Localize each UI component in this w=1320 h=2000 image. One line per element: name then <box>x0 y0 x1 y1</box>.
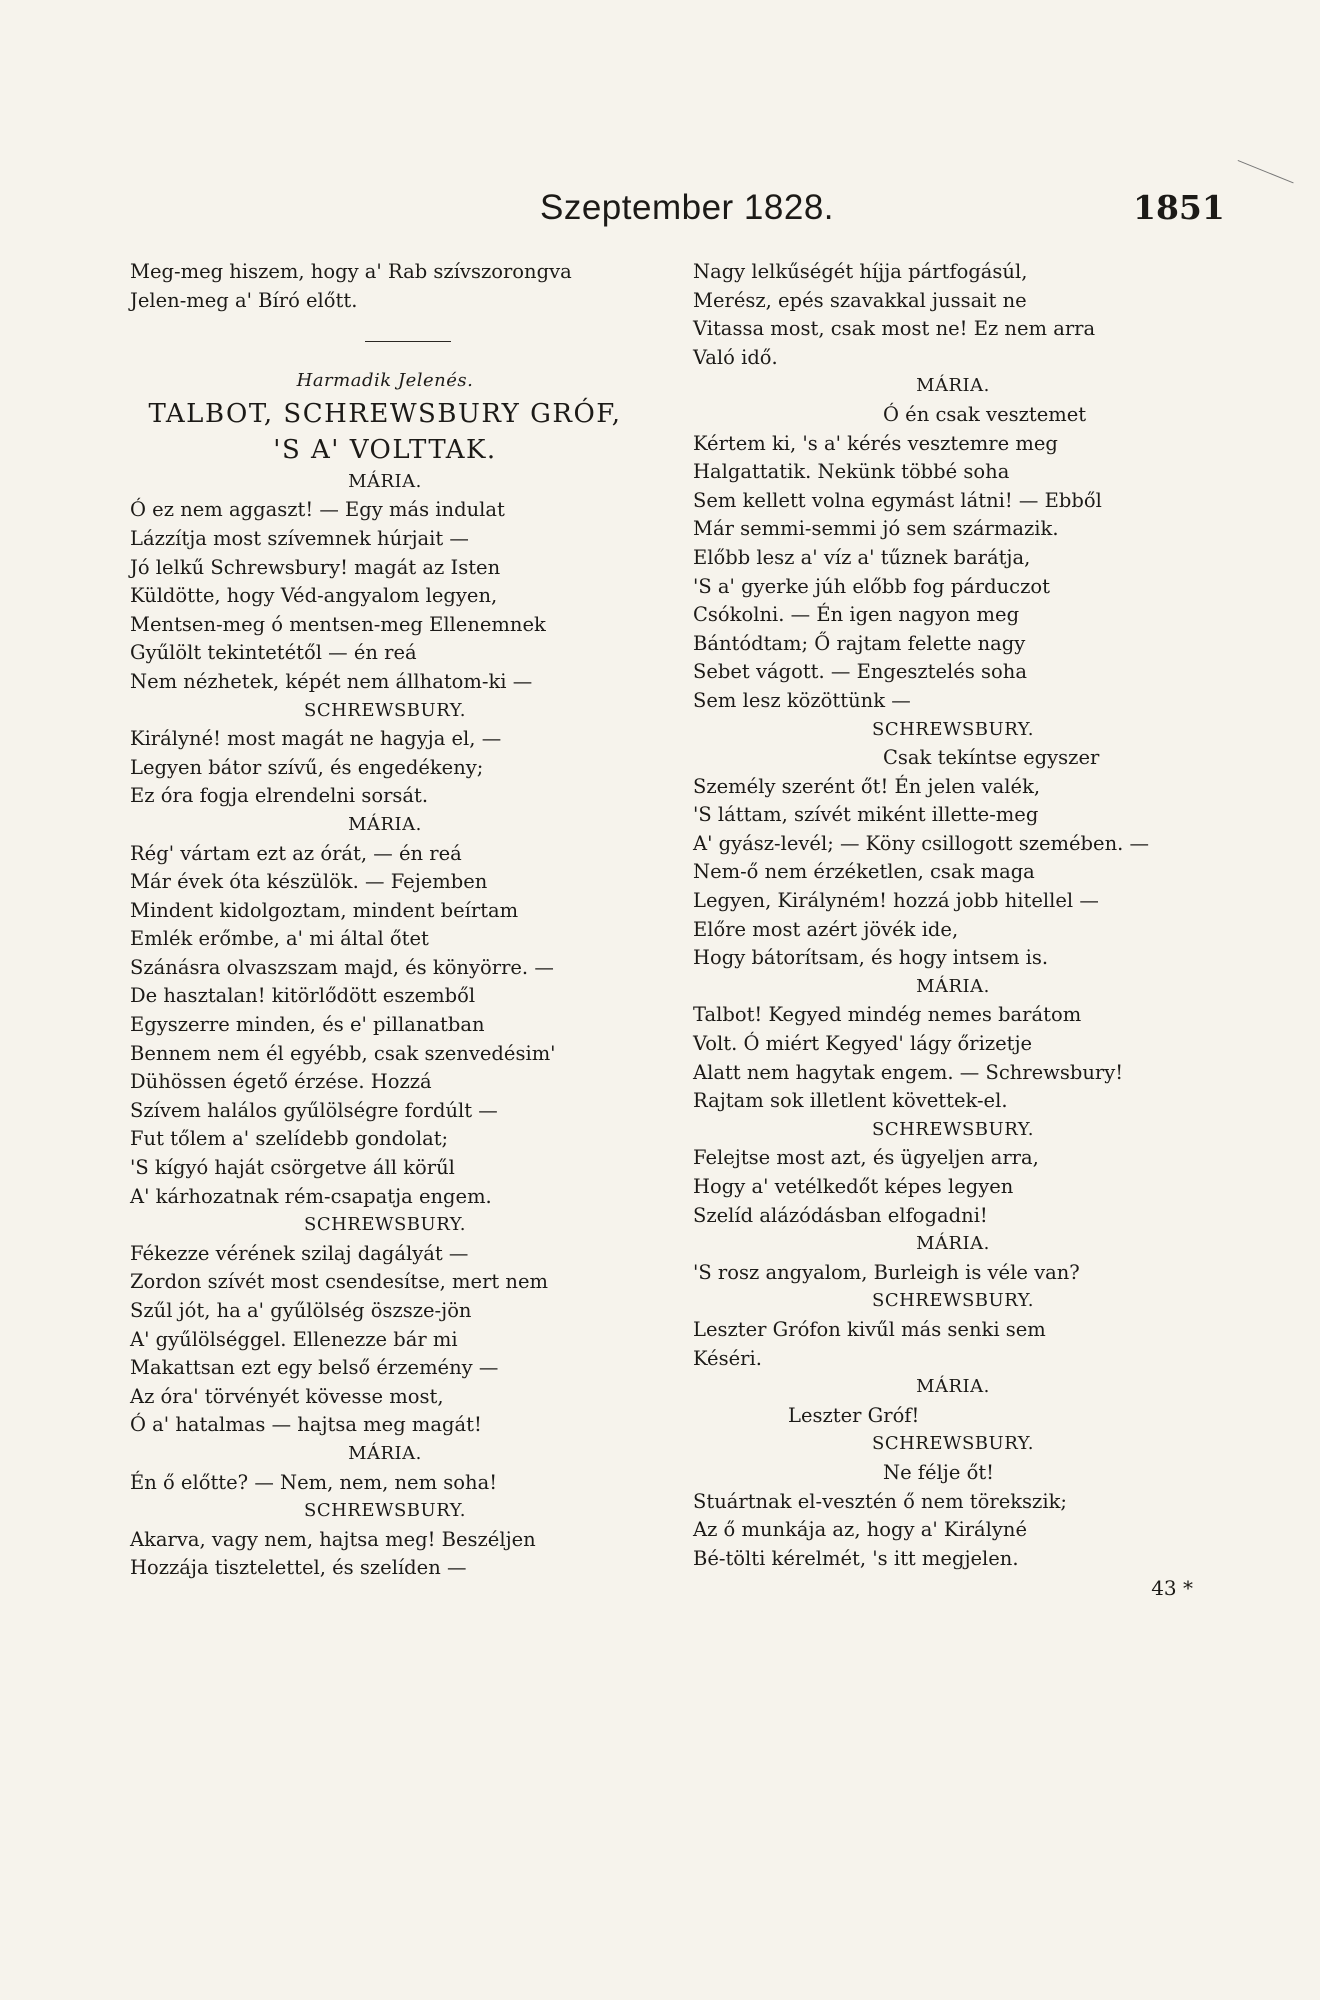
verse-line: Vitassa most, csak most ne! Ez nem arra <box>693 317 1096 341</box>
speaker-name: SCHREWSBURY. <box>303 1500 466 1522</box>
verse-line: Meg-meg hiszem, hogy a' Rab szívszorongva <box>130 260 572 283</box>
verse-line: 'S kígyó haját csörgetve áll körűl <box>130 1156 455 1180</box>
speaker-name: MÁRIA. <box>916 375 990 397</box>
running-title: Szeptember 1828. <box>540 188 835 227</box>
verse-line: Akarva, vagy nem, hajtsa meg! Beszéljen <box>130 1527 536 1551</box>
speaker-name: SCHREWSBURY. <box>871 1118 1034 1140</box>
verse-line: Én ő előtte? — Nem, nem, nem soha! <box>130 1470 498 1494</box>
verse-line: Előre most azért jövék ide, <box>693 917 959 941</box>
verse-line: Emlék erőmbe, a' mi által őtet <box>130 927 429 951</box>
verse-line: Nagy lelkűségét híjja pártfogásúl, <box>693 260 1028 283</box>
verse-line: Az ő munkája az, hogy a' Királyné <box>693 1518 1027 1542</box>
verse-line: Gyűlölt tekintetétől — én reá <box>130 641 417 665</box>
speaker-name: SCHREWSBURY. <box>871 718 1034 740</box>
verse-line: Csókolni. — Én igen nagyon meg <box>693 603 1020 627</box>
verse-line: Zordon szívét most csendesítse, mert nem <box>130 1270 549 1294</box>
verse-line: Mentsen-meg ó mentsen-meg Ellenemnek <box>130 612 546 636</box>
verse-line: Hogy a' vetélkedőt képes legyen <box>693 1175 1014 1198</box>
speaker-name: SCHREWSBURY. <box>871 1433 1034 1455</box>
verse-line: Stuártnak el-vesztén ő nem törekszik; <box>693 1489 1067 1513</box>
verse-line: Ó ez nem aggaszt! — Egy más indulat <box>130 498 505 522</box>
verse-line: Ó én csak vesztemet <box>883 402 1087 426</box>
verse-line: Sebet vágott. — Engesztelés soha <box>693 660 1027 684</box>
verse-line: Ó a' hatalmas — hajtsa meg magát! <box>130 1413 482 1437</box>
verse-line: Jó lelkű Schrewsbury! magát az Isten <box>130 555 501 579</box>
section-divider <box>130 315 640 367</box>
speaker-name: MÁRIA. <box>348 470 422 492</box>
verse-line: Ez óra fogja elrendelni sorsát. <box>130 784 429 808</box>
verse-line: Sem lesz közöttünk — <box>693 688 911 712</box>
page-header <box>0 188 1320 238</box>
verse-line: Alatt nem hagytak engem. — Schrewsbury! <box>693 1060 1124 1084</box>
speaker-name: SCHREWSBURY. <box>303 1214 466 1236</box>
signature-mark: 43 * <box>1151 1576 1193 1601</box>
verse-line: Legyen, Királyném! hozzá jobb hitellel — <box>693 889 1099 913</box>
verse-line: Bé-tölti kérelmét, 's itt megjelen. <box>693 1546 1019 1570</box>
verse-line: Már évek óta készülök. — Fejemben <box>130 870 488 894</box>
verse-line: Hogy bátorítsam, és hogy intsem is. <box>693 946 1049 970</box>
verse-line: Lázzítja most szívemnek húrjait — <box>130 526 469 550</box>
scene-characters-title: 'S A' VOLTTAK. <box>273 434 497 465</box>
verse-line: Ne félje őt! <box>883 1460 994 1484</box>
verse-line: Már semmi-semmi jó sem származik. <box>693 517 1059 541</box>
verse-line: Szánásra olvaszszam majd, és könyörre. — <box>130 955 554 979</box>
verse-line: A' kárhozatnak rém-csapatja engem. <box>130 1184 492 1208</box>
speaker-name: SCHREWSBURY. <box>871 1290 1034 1312</box>
verse-line: Leszter Gróf! <box>788 1403 920 1427</box>
verse-line: A' gyász-levél; — Köny csillogott szemében. — <box>693 831 1150 855</box>
speaker-name: MÁRIA. <box>348 1442 422 1464</box>
speaker-name: SCHREWSBURY. <box>303 699 466 721</box>
verse-line: Rajtam sok illetlent követtek-el. <box>693 1089 1008 1113</box>
verse-line: Jelen-meg a' Bíró előtt. <box>130 288 358 312</box>
verse-line: Makattsan ezt egy belső érzemény — <box>130 1356 499 1380</box>
verse-line: Rég' vártam ezt az órát, — én reá <box>130 841 462 865</box>
verse-line: Leszter Grófon kivűl más senki sem <box>693 1317 1046 1341</box>
verse-line: Kértem ki, 's a' kérés vesztemre meg <box>693 431 1058 455</box>
verse-line: Volt. Ó miért Kegyed' lágy őrizetje <box>693 1032 1033 1056</box>
speaker-name: MÁRIA. <box>916 1233 990 1255</box>
verse-line: Merész, epés szavakkal jussait ne <box>693 288 1027 312</box>
verse-line: Dühössen égető érzése. Hozzá <box>130 1070 432 1094</box>
verse-line: 'S a' gyerke júh előbb fog párduczot <box>693 574 1050 598</box>
speaker-name: MÁRIA. <box>916 975 990 997</box>
verse-line: Személy szerént őt! Én jelen valék, <box>693 774 1041 798</box>
verse-line: Mindent kidolgoztam, mindent beírtam <box>130 898 519 922</box>
verse-line: Előbb lesz a' víz a' tűznek barátja, <box>693 545 1031 569</box>
verse-line: Fut tőlem a' szelídebb gondolat; <box>130 1127 449 1151</box>
verse-line: De hasztalan! kitörlődött eszemből <box>130 984 476 1008</box>
verse-line: Az óra' törvényét kövesse most, <box>130 1384 444 1408</box>
verse-line: 'S láttam, szívét miként illette-meg <box>693 803 1039 827</box>
verse-line: Bántódtam; Ő rajtam felette nagy <box>693 631 1026 655</box>
scene-characters-title: TALBOT, SCHREWSBURY GRÓF, <box>148 398 622 429</box>
verse-line: Legyen bátor szívű, és engedékeny; <box>130 755 484 779</box>
verse-line: A' gyűlölséggel. Ellenezze bár mi <box>130 1327 458 1351</box>
verse-line: Küldötte, hogy Véd-angyalom legyen, <box>130 584 498 608</box>
verse-line: Nem nézhetek, képét nem állhatom-ki — <box>130 669 533 693</box>
speaker-name: MÁRIA. <box>348 813 422 835</box>
verse-line: Nem-ő nem érzéketlen, csak maga <box>693 860 1035 884</box>
verse-line: Szelíd alázódásban elfogadni! <box>693 1203 988 1227</box>
verse-line: Való idő. <box>693 345 778 369</box>
verse-line: Csak tekíntse egyszer <box>883 746 1100 770</box>
verse-line: Késéri. <box>693 1346 762 1370</box>
scene-heading: Harmadik Jelenés. <box>296 370 474 392</box>
verse-line: Hozzája tisztelettel, és szelíden — <box>130 1556 467 1580</box>
right-column <box>693 258 1213 1603</box>
verse-line: Egyszerre minden, és e' pillanatban <box>130 1013 485 1037</box>
verse-line: Szűl jót, ha a' gyűlölség öszsze-jön <box>130 1299 472 1322</box>
left-column <box>130 258 640 1583</box>
verse-line: Királyné! most magát ne hagyja el, — <box>130 727 502 751</box>
verse-line: Szívem halálos gyűlölségre fordúlt — <box>130 1098 498 1122</box>
verse-line: Halgattatik. Nekünk többé soha <box>693 460 1010 484</box>
verse-line: Fékezze vérének szilaj dagályát — <box>130 1241 469 1265</box>
verse-line: Bennem nem él egyébb, csak szenvedésim' <box>130 1041 556 1065</box>
verse-line: 'S rosz angyalom, Burleigh is véle van? <box>693 1260 1080 1284</box>
verse-line: Sem kellett volna egymást látni! — Ebből <box>693 488 1102 512</box>
verse-line: Felejtse most azt, és ügyeljen arra, <box>693 1146 1039 1170</box>
verse-line: Talbot! Kegyed mindég nemes barátom <box>693 1003 1082 1027</box>
page-number: 1851 <box>1133 188 1225 227</box>
speaker-name: MÁRIA. <box>916 1376 990 1398</box>
